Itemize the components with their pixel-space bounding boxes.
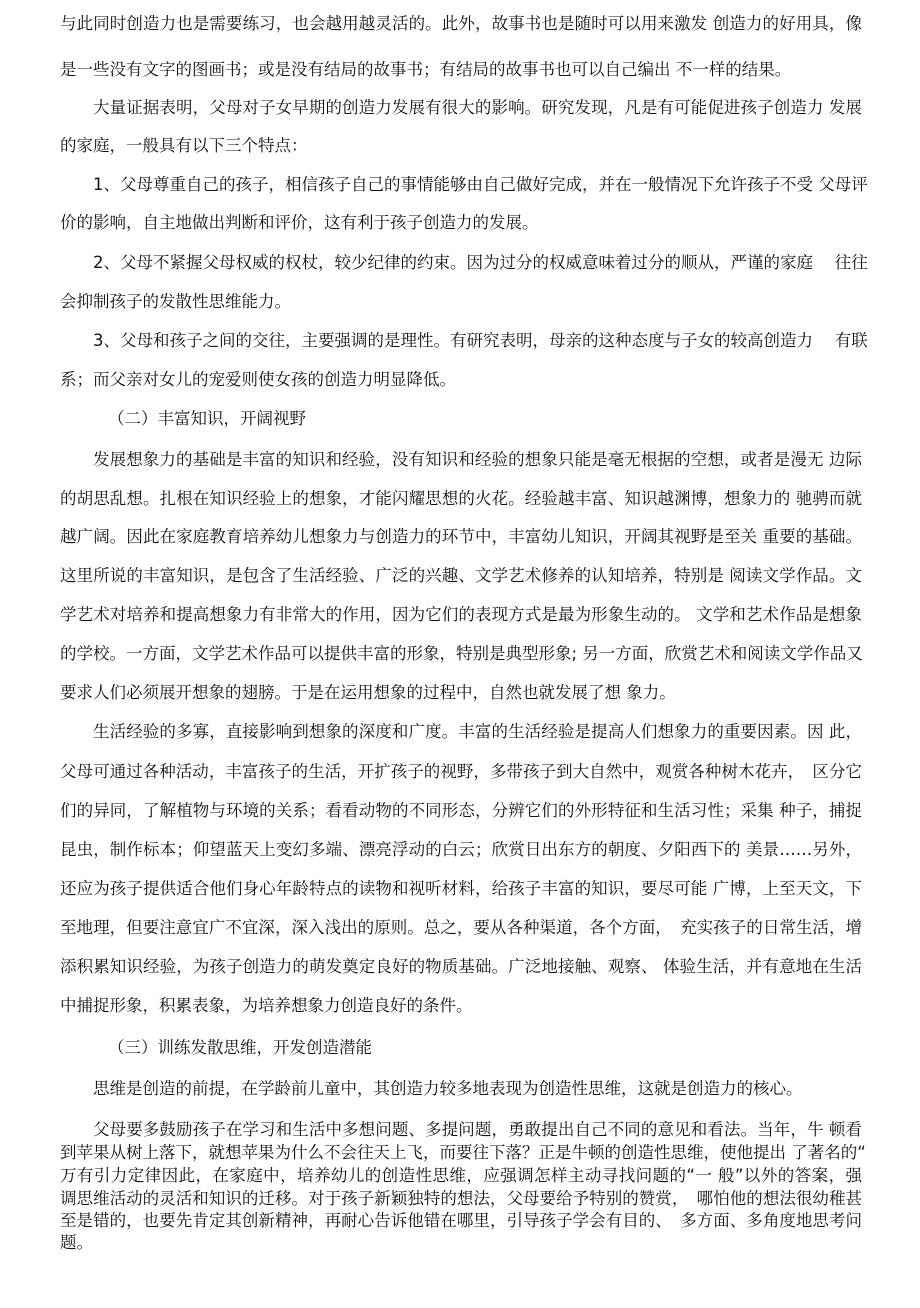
text-line: 价的影响，自主地做出判断和评价，这有利于孩子创造力的发展。 [60,213,539,232]
text-line: 昆虫，制作标本；仰望蓝天上变幻多端、漂亮浮动的白云；欣赏日出东方的朝度、夕阳西下的 美景……另外， [60,840,862,859]
section-heading: （二）丰富知识，开阔视野 [108,409,306,428]
text-line: 的学校。一方面，文学艺术作品可以提供丰富的形象，特别是典型形象; 另一方面，欣赏艺术和阅读文学作品又 [60,644,863,663]
text-line: 的胡思乱想。扎根在知识经验上的想象，才能闪耀思想的火花。经验越丰富、知识越渊博，想象力的 驰骋而就 [60,489,862,508]
text-line: 大量证据表明，父母对子女早期的创造力发展有很大的影响。研究发现，凡是有可能促进孩子创造力 发展 [93,98,862,117]
text-line: 父母可通过各种活动，丰富孩子的生活，开扩孩子的视野，多带孩子到大自然中，观赏各种树木花卉， 区分它 [60,762,862,781]
text-line: 思维是创造的前提，在学龄前儿童中，其创造力较多地表现为创造性思维，这就是创造力的核心。 [93,1079,803,1098]
text-line: 学艺术对培养和提高想象力有非常大的作用，因为它们的表现方式是最为形象生动的。 文学和艺术作品是想象 [60,605,862,624]
section-heading: （三）训练发散思维，开发创造潜能 [108,1038,372,1057]
text-line: 的家庭，一般具有以下三个特点： [60,136,308,155]
text-line: 至是错的，也要先肯定其创新精神，再耐心告诉他错在哪里，引导孩子学会有目的、 多方面、多角度地思考问 [60,1211,862,1230]
text-line: 中捕捉形象，积累表象，为培养想象力创造良好的条件。 [60,996,473,1015]
text-line: 越广阔。因此在家庭教育培养幼儿想象力与创造力的环节中，丰富幼儿知识，开阔其视野是至关 重要的基础。 [60,527,862,546]
text-line: 父母要多鼓励孩子在学习和生活中多想问题、多提问题，勇敢提出自己不同的意见和看法。当年，牛 顿看 [93,1120,862,1139]
text-line: 们的异同，了解植物与环境的关系；看看动物的不同形态，分辨它们的外形特征和生活习性；采集 种子，捕捉 [60,801,862,820]
text-line: 添积累知识经验，为孩子创造力的萌发奠定良好的物质基础。广泛地接触、观察、 体验生活，并有意地在生活 [60,957,862,976]
text-line: 生活经验的多寡，直接影响到想象的深度和广度。丰富的生活经验是提高人们想象力的重要因素。因 此， [93,722,862,741]
text-line: 要求人们必须展开想象的翅膀。于是在运用想象的过程中，自然也就发展了想 象力。 [60,683,676,702]
text-line: 发展想象力的基础是丰富的知识和经验，没有知识和经验的想象只能是毫无根据的空想，或者是漫无 边际 [93,450,862,469]
text-line: 1、父母尊重自己的孩子，相信孩子自己的事情能够由自己做好完成，并在一般情况下允许孩子不受 父母评 [93,175,868,194]
text-line: 2、父母不紧握父母权威的权杖，较少纪律的约束。因为过分的权威意味着过分的顺从，严谨的家庭 往往 [93,253,868,272]
text-line: 与此同时创造力也是需要练习，也会越用越灵活的。此外，故事书也是随时可以用来激发 创造力的好用具，像 [60,14,862,33]
text-line: 3、父母和孩子之间的交往，主要强调的是理性。有研究表明，母亲的这种态度与子女的较高创造力 有联 [93,331,868,350]
text-line: 调思维活动的灵活和知识的迁移。对于孩子新颖独特的想法，父母要给予特别的赞赏， 哪怕他的想法很幼稚甚 [60,1189,862,1208]
text-line: 这里所说的丰富知识，是包含了生活经验、广泛的兴趣、文学艺术修养的认知培养，特别是 阅读文学作品。文 [60,566,862,585]
text-line: 万有引力定律因此，在家庭中，培养幼儿的创造性思维，应强调怎样主动寻找问题的“一 般”以外的答案，强 [60,1166,862,1185]
text-line: 题。 [60,1233,93,1252]
text-line: 还应为孩子提供适合他们身心年龄特点的读物和视听材料，给孩子丰富的知识，要尽可能 广博，上至天文，下 [60,879,862,898]
text-line: 是一些没有文字的图画书；或是没有结局的故事书；有结局的故事书也可以自己编出 不一样的结果。 [60,60,792,79]
text-line: 至地理，但要注意宜广不宜深，深入浅出的原则。总之，要从各种渠道，各个方面， 充实孩子的日常生活，增 [60,918,862,937]
text-line: 系；而父亲对女儿的宠爱则使女孩的创造力明显降低。 [60,370,456,389]
text-line: 到苹果从树上落下，就想苹果为什么不会往天上飞，而要往下落？正是牛顿的创造性思维，使他提出 了著名的“ [60,1143,866,1162]
text-line: 会抑制孩子的发散性思维能力。 [60,292,291,311]
